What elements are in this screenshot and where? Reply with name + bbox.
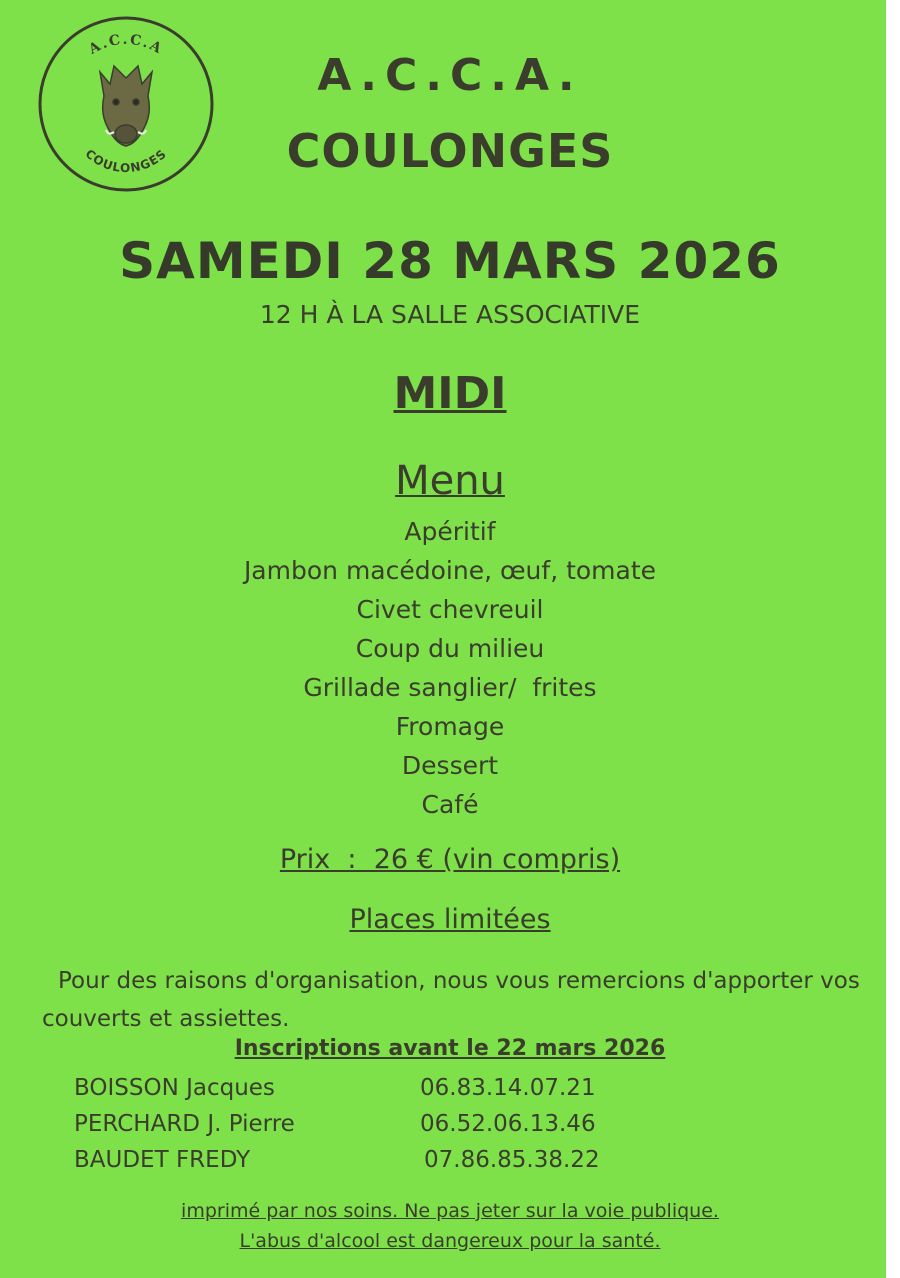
footer-alcohol-warning: L'abus d'alcool est dangereux pour la santé. [239, 1230, 661, 1252]
event-venue: 12 H À LA SALLE ASSOCIATIVE [259, 300, 641, 329]
menu-item: Civet chevreuil [356, 595, 544, 624]
menu-list [0, 512, 900, 824]
menu-item: Coup du milieu [355, 634, 545, 663]
event-date: SAMEDI 28 MARS 2026 [119, 232, 781, 290]
contact-name: BAUDET FREDY [74, 1147, 251, 1173]
menu-item: Jambon macédoine, œuf, tomate [243, 556, 657, 585]
contact-row [74, 1106, 794, 1142]
menu-item: Grillade sanglier/ frites [303, 673, 597, 702]
inscriptions-heading: Inscriptions avant le 22 mars 2026 [234, 1036, 666, 1061]
price-line: Prix : 26 € (vin compris) [279, 844, 621, 875]
logo-bottom-text: COULONGES [82, 146, 170, 176]
paper-margin [886, 0, 900, 1278]
contact-name: BOISSON Jacques [74, 1075, 275, 1101]
contacts-list [74, 1070, 794, 1178]
header-title-acca: A.C.C.A. [317, 50, 583, 101]
menu-item: Dessert [401, 751, 499, 780]
places-limited: Places limitées [349, 904, 551, 935]
menu-heading: Menu [395, 458, 505, 504]
footer-print-notice: imprimé par nos soins. Ne pas jeter sur la voie publique. [181, 1200, 719, 1222]
notice-paragraph: Pour des raisons d'organisation, nous vous remercions d'apporter vos couverts et assiettes. [42, 968, 860, 1032]
menu-item: Café [421, 790, 479, 819]
contact-phone: 07.86.85.38.22 [424, 1147, 600, 1173]
contact-phone: 06.52.06.13.46 [420, 1111, 596, 1137]
meal-heading: MIDI [393, 368, 507, 419]
contact-row [74, 1142, 794, 1178]
contact-name: PERCHARD J. Pierre [74, 1111, 295, 1137]
menu-item: Apéritif [404, 517, 496, 546]
logo-top-text: A.C.C.A [86, 31, 166, 58]
contact-phone: 06.83.14.07.21 [420, 1075, 596, 1101]
header-title-coulonges: COULONGES [286, 124, 614, 178]
contact-row [74, 1070, 794, 1106]
menu-item: Fromage [395, 712, 505, 741]
